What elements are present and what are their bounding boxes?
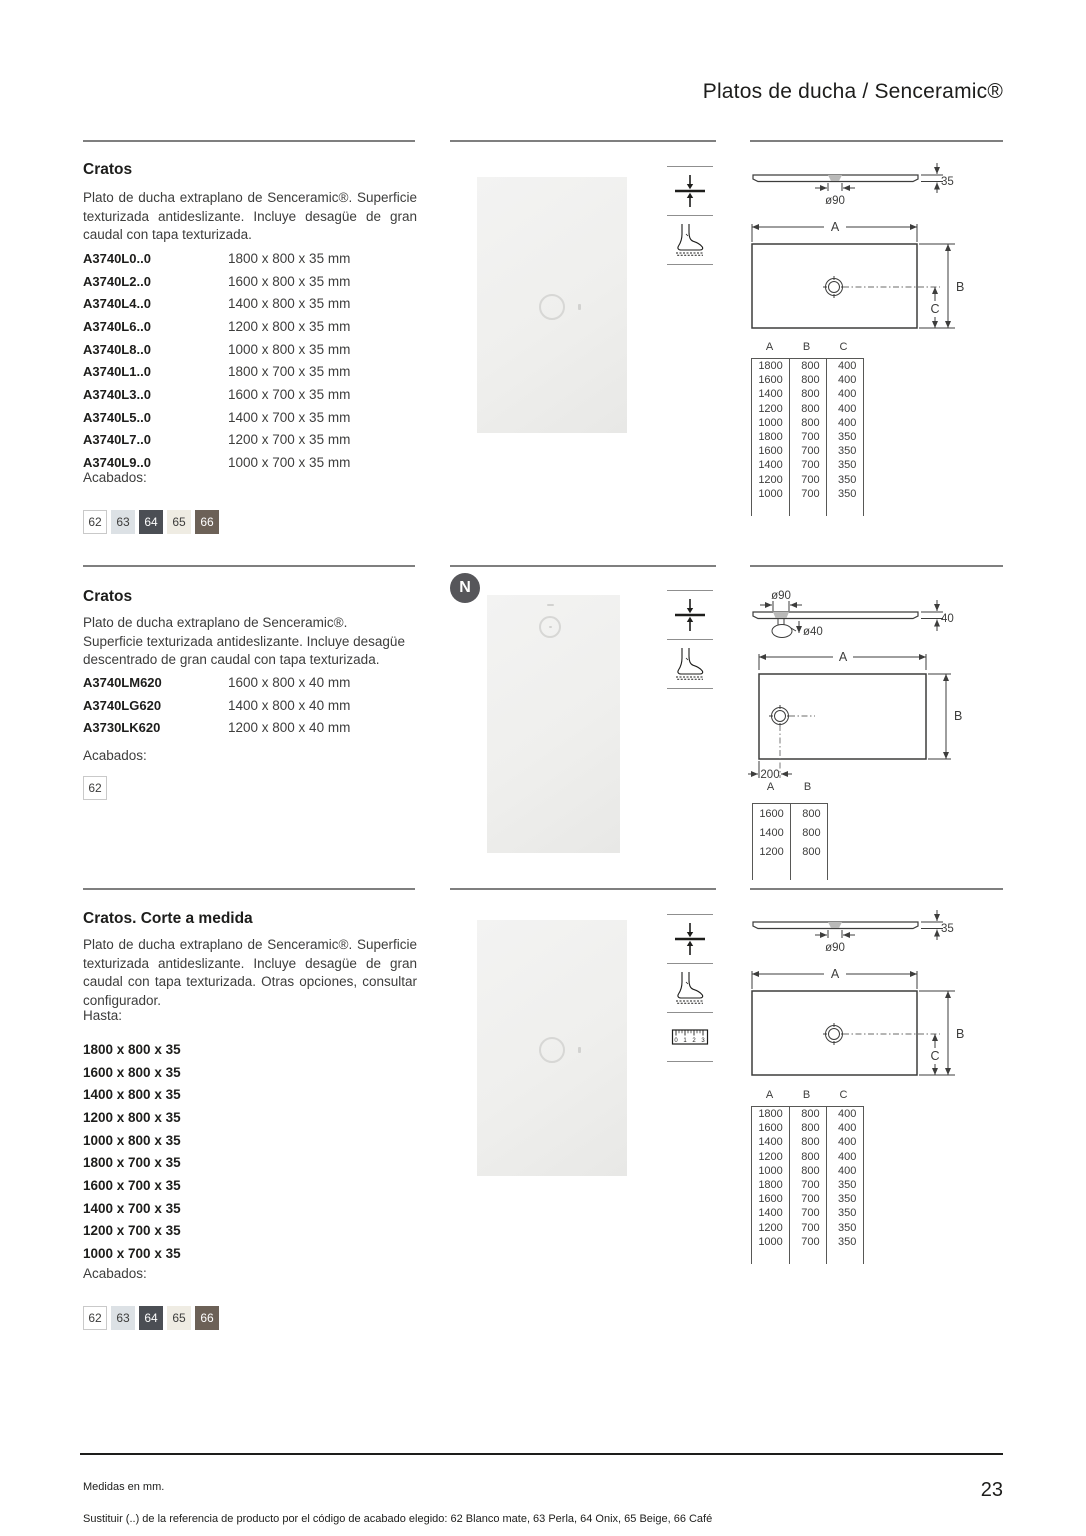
description-line: texturizada antideslizante. Incluye desagüe de gran [83, 208, 417, 224]
section-description [83, 936, 417, 1010]
drain-icon [539, 294, 565, 320]
size-row: 1000 x 700 x 35 [83, 1246, 181, 1262]
col-header-a: A [765, 1089, 774, 1101]
ruler-number: 0 [674, 1038, 678, 1044]
dimension-table [751, 341, 864, 516]
product-row [83, 270, 350, 293]
overflow-mark [547, 604, 554, 606]
dimension-row: 1800 700 350 [752, 430, 863, 444]
finish-swatch: 63 [111, 510, 135, 534]
col-header-c: C [839, 1089, 848, 1101]
size-row: 1800 x 700 x 35 [83, 1155, 181, 1171]
feature-icons [667, 590, 713, 689]
finish-swatch: 64 [139, 510, 163, 534]
dimension-row-filler [753, 861, 827, 880]
section-divider [83, 888, 415, 890]
technical-drawing [750, 160, 1005, 338]
product-size: 1200 x 800 x 40 mm [228, 720, 351, 736]
technical-drawing [745, 588, 1010, 793]
dimension-table [752, 781, 828, 880]
finish-swatch: 64 [139, 1306, 163, 1330]
ruler-icon [667, 1012, 713, 1061]
finish-swatch: 62 [83, 510, 107, 534]
overflow-mark [578, 1047, 581, 1053]
description-line: descentrado de gran caudal con tapa texturizada. [83, 652, 380, 667]
section-divider [450, 888, 716, 890]
product-code: A3730LK620 [83, 720, 161, 736]
description-line: configurador. [83, 992, 162, 1008]
dim-drain-diameter: ø90 [825, 195, 845, 207]
finishes-label: Acabados: [83, 1266, 147, 1281]
dim-drain-diameter: ø90 [825, 942, 845, 954]
product-size: 1800 x 700 x 35 mm [228, 364, 351, 380]
product-size: 1600 x 700 x 35 mm [228, 386, 351, 402]
section-divider [750, 888, 1003, 890]
dimension-row: 1600 700 350 [752, 1192, 863, 1206]
feature-icons [667, 914, 713, 1062]
dimension-row: 1000 800 400 [752, 1164, 863, 1178]
product-code: A3740L7..0 [83, 432, 151, 448]
hasta-label: Hasta: [83, 1008, 123, 1023]
product-code: A3740L9..0 [83, 455, 151, 471]
finish-swatches [83, 510, 219, 534]
dimension-row: 1400 700 350 [752, 1206, 863, 1220]
extraflat-icon [667, 166, 713, 215]
col-header-a: A [765, 341, 774, 353]
section-divider [83, 140, 415, 142]
dimension-table [751, 1089, 864, 1264]
finish-swatch: 65 [167, 510, 191, 534]
size-list [83, 1038, 181, 1265]
finishes-label: Acabados: [83, 748, 147, 763]
size-row: 1200 x 800 x 35 [83, 1109, 181, 1125]
finish-swatch: 65 [167, 1306, 191, 1330]
new-product-badge: N [450, 573, 480, 603]
section-title: Cratos [83, 588, 133, 605]
ruler-number: 2 [692, 1038, 696, 1044]
dimension-row: 1000 800 400 [752, 416, 863, 430]
dimension-row: 1600 700 350 [752, 444, 863, 458]
size-row: 1600 x 800 x 35 [83, 1064, 181, 1080]
product-code: A3740L1..0 [83, 364, 151, 380]
technical-drawing [750, 907, 1005, 1085]
product-size: 1800 x 800 x 35 mm [228, 250, 351, 266]
product-code: A3740LG620 [83, 697, 162, 713]
section-divider [83, 565, 415, 567]
size-row: 1200 x 700 x 35 [83, 1223, 181, 1239]
description-line: Plato de ducha extraplano de Senceramic®. Superficie [83, 937, 417, 952]
section-title: Cratos. Corte a medida [83, 910, 253, 927]
page-title: Platos de ducha / Senceramic® [702, 80, 1003, 103]
product-row [83, 671, 350, 694]
dimension-row: 1600 800 [753, 804, 827, 823]
finish-swatch: 62 [83, 1306, 107, 1330]
dim-c-label: C [930, 1049, 940, 1063]
product-code: A3740L4..0 [83, 296, 151, 312]
product-code: A3740L3..0 [83, 386, 151, 402]
product-size: 1400 x 800 x 40 mm [228, 697, 351, 713]
ruler-number: 3 [701, 1038, 705, 1044]
dim-thickness: 35 [941, 923, 954, 935]
section-description [83, 189, 417, 245]
dimension-row: 1200 800 [753, 842, 827, 861]
section-divider [450, 140, 716, 142]
section-description [83, 614, 435, 670]
footer-note-measures: Medidas en mm. [83, 1481, 165, 1493]
dimension-row: 1800 700 350 [752, 1178, 863, 1192]
dimension-row: 1800 800 400 [752, 1107, 863, 1121]
dimension-row: 1000 700 350 [752, 1235, 863, 1249]
product-size: 1600 x 800 x 40 mm [228, 674, 351, 690]
finish-swatch: 62 [83, 776, 107, 800]
dimension-row: 1200 800 400 [752, 402, 863, 416]
dimension-row: 1400 800 400 [752, 1135, 863, 1149]
dim-thickness: 40 [941, 613, 954, 625]
product-row [83, 292, 350, 315]
description-line: Plato de ducha extraplano de Senceramic®. [83, 615, 348, 630]
dim-a-label: A [838, 650, 848, 664]
product-code: A3740L6..0 [83, 318, 151, 334]
product-row [83, 315, 350, 338]
product-row [83, 247, 350, 270]
product-size: 1000 x 800 x 35 mm [228, 341, 351, 357]
dimension-row: 1600 800 400 [752, 373, 863, 387]
dimension-row-filler [752, 501, 863, 516]
dimension-row: 1200 700 350 [752, 1221, 863, 1235]
overflow-mark [578, 304, 581, 310]
dimension-table-header [752, 781, 828, 803]
dimension-row: 1400 800 400 [752, 387, 863, 401]
description-line: Plato de ducha extraplano de Senceramic®. Superficie [83, 190, 417, 205]
drain-center-mark [549, 626, 552, 628]
product-list [83, 247, 350, 474]
dim-thickness: 35 [941, 176, 954, 188]
col-header-b: B [803, 781, 812, 793]
size-row: 1600 x 700 x 35 [83, 1177, 181, 1193]
description-line: caudal con tapa texturizada. Otras opciones, consultar [83, 974, 417, 989]
product-size: 1400 x 700 x 35 mm [228, 409, 351, 425]
description-line: caudal con tapa texturizada. [83, 227, 252, 242]
extraflat-icon [667, 590, 713, 639]
product-row [83, 360, 350, 383]
finish-swatches [83, 776, 107, 800]
product-code: A3740L0..0 [83, 250, 151, 266]
product-size: 1400 x 800 x 35 mm [228, 296, 351, 312]
antislip-foot-icon [667, 215, 713, 264]
tray-photo [477, 177, 627, 433]
dim-a-label: A [830, 220, 840, 234]
col-header-c: C [839, 341, 848, 353]
size-row: 1400 x 700 x 35 [83, 1200, 181, 1216]
product-size: 1200 x 800 x 35 mm [228, 318, 351, 334]
product-row [83, 338, 350, 361]
dimension-row: 1600 800 400 [752, 1121, 863, 1135]
dim-drain-diameter: ø90 [771, 590, 791, 602]
finishes-label: Acabados: [83, 470, 147, 485]
product-row [83, 429, 350, 452]
dimension-row-filler [752, 1249, 863, 1264]
tray-photo [487, 595, 620, 853]
dimension-row: 1800 800 400 [752, 359, 863, 373]
footer-divider [80, 1453, 1003, 1455]
product-code: A3740L5..0 [83, 409, 151, 425]
section-divider [750, 565, 1003, 567]
tray-photo [477, 920, 627, 1176]
product-row [83, 716, 350, 739]
product-size: 1600 x 800 x 35 mm [228, 273, 351, 289]
size-row: 1400 x 800 x 35 [83, 1087, 181, 1103]
drain-icon [539, 1037, 565, 1063]
dimension-row: 1400 700 350 [752, 458, 863, 472]
dimension-table-header [751, 341, 864, 358]
ruler-number: 1 [683, 1038, 687, 1044]
dimension-table-header [751, 1089, 864, 1106]
col-header-b: B [802, 1089, 811, 1101]
product-row [83, 406, 350, 429]
finish-swatch: 63 [111, 1306, 135, 1330]
dimension-row: 1200 700 350 [752, 473, 863, 487]
product-code: A3740LM620 [83, 674, 162, 690]
dim-a-label: A [830, 967, 840, 981]
feature-icons [667, 166, 713, 265]
product-row [83, 694, 350, 717]
product-row [83, 383, 350, 406]
dim-b-label: B [954, 709, 963, 723]
dimension-row: 1400 800 [753, 823, 827, 842]
extraflat-icon [667, 914, 713, 963]
section-divider [450, 565, 716, 567]
description-line: Superficie texturizada antideslizante. Incluye desagüe [83, 633, 405, 649]
dimension-row: 1000 700 350 [752, 487, 863, 501]
size-row: 1000 x 800 x 35 [83, 1132, 181, 1148]
col-header-b: B [802, 341, 811, 353]
dim-c-label: C [930, 302, 940, 316]
section-title: Cratos [83, 161, 133, 178]
dimension-row: 1200 800 400 [752, 1150, 863, 1164]
dim-offset: 200 [760, 769, 780, 781]
page-number: 23 [980, 1479, 1003, 1501]
product-code: A3740L8..0 [83, 341, 151, 357]
dim-b-label: B [956, 1027, 965, 1041]
finish-swatch: 66 [195, 510, 219, 534]
finish-swatches [83, 1306, 219, 1330]
product-size: 1000 x 700 x 35 mm [228, 455, 351, 471]
dim-trap-diameter: ø40 [803, 626, 823, 638]
section-divider [750, 140, 1003, 142]
finish-swatch: 66 [195, 1306, 219, 1330]
footer-note-finishes: Sustituir (..) de la referencia de producto por el código de acabado elegido: 62 Blanco mate, 63 Perla, 64 Onix, 65 Beige, 66 Café [83, 1513, 713, 1525]
description-line: texturizada antideslizante. Incluye desagüe de gran [83, 955, 417, 971]
dim-b-label: B [956, 280, 965, 294]
antislip-foot-icon [667, 963, 713, 1012]
product-code: A3740L2..0 [83, 273, 151, 289]
product-list [83, 671, 350, 739]
col-header-a: A [766, 781, 775, 793]
size-row: 1800 x 800 x 35 [83, 1041, 181, 1057]
product-size: 1200 x 700 x 35 mm [228, 432, 351, 448]
antislip-foot-icon [667, 639, 713, 688]
